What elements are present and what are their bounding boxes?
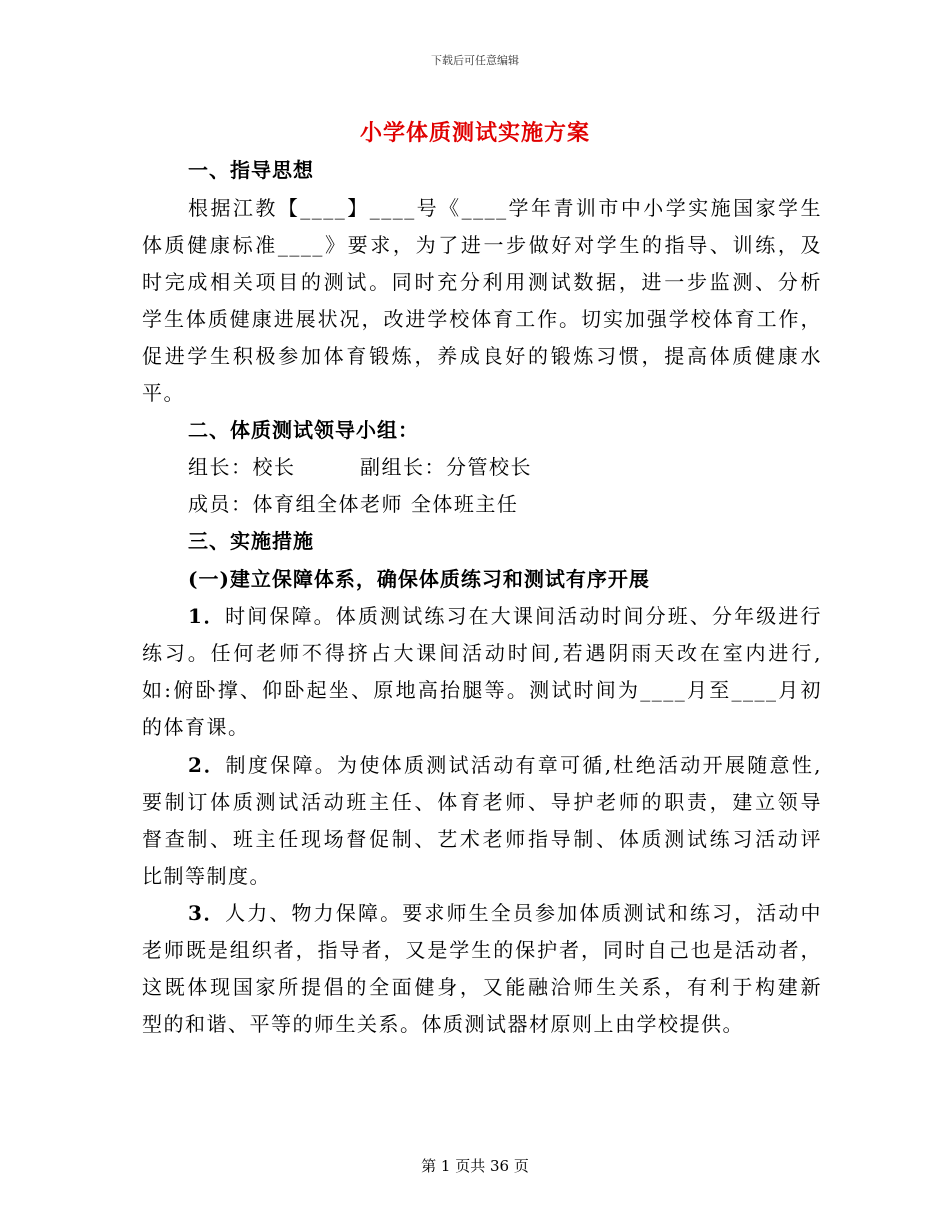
item-number: 2． xyxy=(188,753,226,777)
paragraph-line: 练习。任何老师不得挤占大课间活动时间,若遇阴雨天改在室内进行, xyxy=(142,641,822,665)
paragraph-line: 的体育课。 xyxy=(142,715,250,739)
paragraph-line: 比制等制度。 xyxy=(142,864,271,888)
paragraph-line: 型的和谐、平等的师生关系。体质测试器材原则上由学校提供。 xyxy=(142,1012,744,1036)
paragraph-line: 老师既是组织者，指导者，又是学生的保护者，同时自己也是活动者， xyxy=(142,938,822,962)
item-1-first-line xyxy=(188,602,822,630)
item-text: 人力、物力保障。要求师生全员参加体质测试和练习，活动中 xyxy=(225,901,822,925)
page-header: 下载后可任意编辑 xyxy=(431,54,519,67)
subsection-heading: (一)建立保障体系，确保体质练习和测试有序开展 xyxy=(188,567,650,591)
paragraph-line: 如:俯卧撑、仰卧起坐、原地高抬腿等。测试时间为____月至____月初 xyxy=(142,678,822,702)
paragraph-line: 根据江教【____】____号《____学年青训市中小学实施国家学生 xyxy=(188,196,822,220)
section-heading-1: 一、指导思想 xyxy=(188,158,314,182)
paragraph-line: 促进学生积极参加体育锻炼，养成良好的锻炼习惯，提高体质健康水 xyxy=(142,344,822,368)
item-text: 制度保障。为使体质测试活动有章可循,杜绝活动开展随意性, xyxy=(225,753,822,777)
paragraph-line: 学生体质健康进展状况，改进学校体育工作。切实加强学校体育工作， xyxy=(142,307,822,331)
section-heading-3: 三、实施措施 xyxy=(188,529,314,553)
paragraph-line: 这既体现国家所提倡的全面健身，又能融洽师生关系，有利于构建新 xyxy=(142,975,822,999)
paragraph-line: 时完成相关项目的测试。同时充分利用测试数据，进一步监测、分析 xyxy=(142,270,822,294)
item-text: 时间保障。体质测试练习在大课间活动时间分班、分年级进行 xyxy=(225,604,822,628)
document-title: 小学体质测试实施方案 xyxy=(359,120,590,146)
member-line: 成员：体育组全体老师 全体班主任 xyxy=(188,492,519,516)
paragraph-line: 平。 xyxy=(142,381,185,405)
paragraph-line: 要制订体质测试活动班主任、体育老师、导护老师的职责，建立领导 xyxy=(142,790,822,814)
item-number: 3． xyxy=(188,901,226,925)
item-3-first-line xyxy=(188,899,822,927)
section-heading-2: 二、体质测试领导小组： xyxy=(188,418,419,442)
paragraph-line: 督查制、班主任现场督促制、艺术老师指导制、体质测试练习活动评 xyxy=(142,827,822,851)
item-2-first-line xyxy=(188,751,822,779)
paragraph-line: 体质健康标准____》要求，为了进一步做好对学生的指导、训练，及 xyxy=(142,233,822,257)
item-number: 1． xyxy=(188,604,226,628)
leader-line: 组长：校长 副组长：分管校长 xyxy=(188,455,532,479)
page-footer: 第 1 页共 36 页 xyxy=(421,1157,529,1175)
